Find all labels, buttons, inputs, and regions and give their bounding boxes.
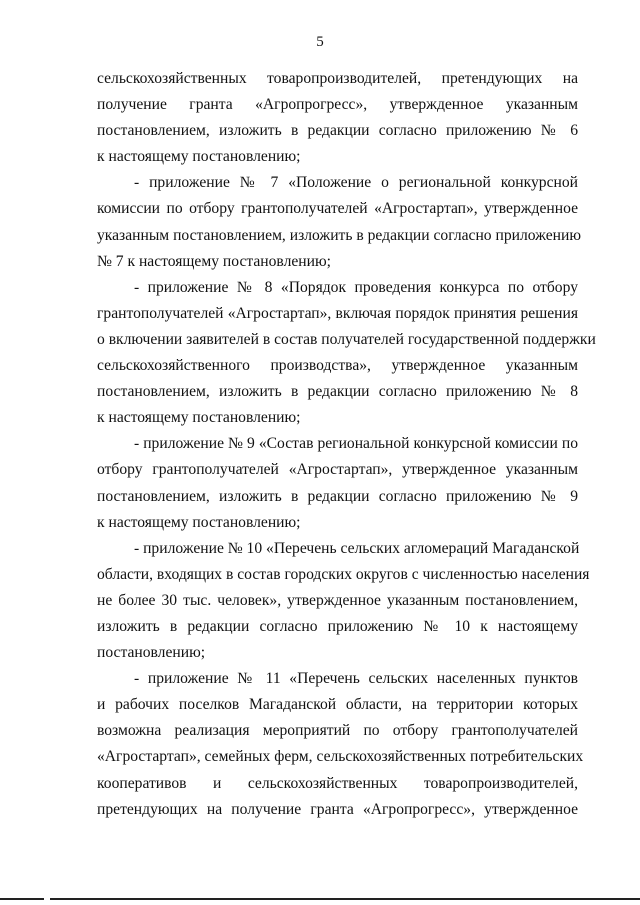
text-line: о включении заявителей в состав получателей государственной поддержки — [97, 330, 596, 348]
paragraph — [97, 275, 596, 432]
text-line: не более 30 тыс. человек», утвержденное указанным постановлением, — [97, 591, 578, 609]
paragraph — [97, 431, 578, 535]
text-line: к настоящему постановлению; — [97, 148, 301, 166]
paragraph — [97, 536, 590, 666]
text-line: постановлению; — [97, 644, 206, 662]
text-line: области, входящих в состав городских округов с численностью населения — [97, 565, 590, 583]
text-line: «Агростартап», семейных ферм, сельскохозяйственных потребительских — [97, 748, 584, 766]
text-line: сельскохозяйственного производства», утвержденное указанным — [97, 357, 578, 375]
text-line: - приложение № 8 «Порядок проведения конкурса по отбору — [134, 278, 578, 296]
text-line: и рабочих поселков Магаданской области, на территории которых — [97, 696, 578, 714]
text-line: постановлением, изложить в редакции согласно приложению № 8 — [97, 383, 578, 401]
text-line: возможна реализация мероприятий по отбору грантополучателей — [97, 722, 578, 740]
document-body — [97, 66, 596, 823]
text-line: к настоящему постановлению; — [97, 513, 301, 531]
text-line: - приложение № 7 «Положение о региональной конкурсной — [134, 174, 578, 192]
text-line: претендующих на получение гранта «Агропрогресс», утвержденное — [97, 800, 578, 818]
text-line: грантополучателей «Агростартап», включая порядок принятия решения — [97, 304, 578, 322]
text-line: получение гранта «Агропрогресс», утвержденное указанным — [97, 96, 578, 114]
text-line: кооперативов и сельскохозяйственных товаропроизводителей, — [97, 774, 578, 792]
text-line: постановлением, изложить в редакции согласно приложению № 9 — [97, 487, 578, 505]
text-line: - приложение № 11 «Перечень сельских населенных пунктов — [134, 670, 578, 688]
text-line: - приложение № 10 «Перечень сельских агломераций Магаданской — [134, 539, 580, 557]
text-line: указанным постановлением, изложить в редакции согласно приложению — [97, 226, 581, 244]
paragraph — [97, 170, 581, 274]
text-line: постановлением, изложить в редакции согласно приложению № 6 — [97, 122, 578, 140]
text-line: сельскохозяйственных товаропроизводителей, претендующих на — [97, 70, 578, 87]
paragraph — [97, 66, 578, 170]
text-line: № 7 к настоящему постановлению; — [97, 252, 331, 270]
text-line: комиссии по отбору грантополучателей «Агростартап», утвержденное — [97, 200, 578, 218]
text-line: к настоящему постановлению; — [97, 409, 301, 427]
page-bottom-rule — [0, 898, 640, 900]
text-line: изложить в редакции согласно приложению № 10 к настоящему — [97, 617, 578, 635]
paragraph — [97, 666, 584, 823]
text-line: - приложение № 9 «Состав региональной конкурсной комиссии по — [134, 435, 578, 453]
page-bottom-rule-gap — [44, 897, 50, 901]
text-line: отбору грантополучателей «Агростартап», утвержденное указанным — [97, 461, 578, 479]
page-number: 5 — [316, 34, 324, 50]
